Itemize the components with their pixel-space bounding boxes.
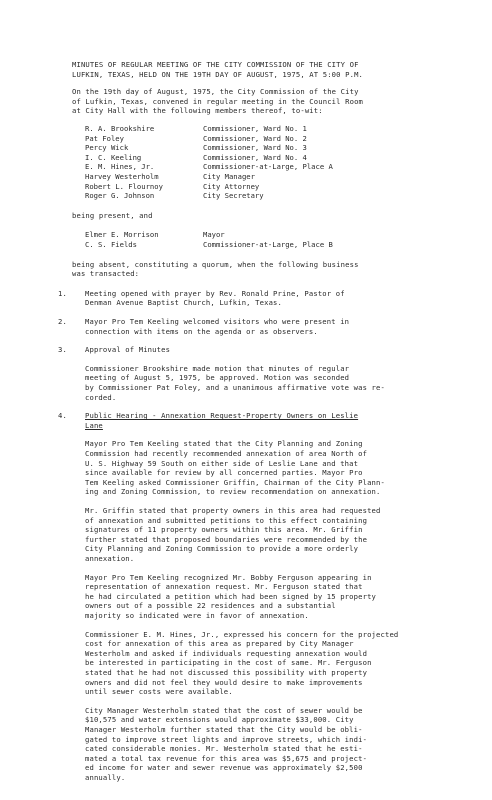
agenda-item-body-line: owners out of a possible 22 residences and a substantial (85, 601, 336, 611)
agenda-item-body-line: be interested in participating in the cost of same. Mr. Ferguson (85, 658, 372, 668)
agenda-item-body-line: majority so indicated were in favor of annexation. (85, 611, 309, 620)
agenda-item-body-line: meeting of August 5, 1975, be approved. Motion was seconded (85, 373, 350, 383)
member-name: Pat Foley (85, 133, 124, 143)
members-present-list (85, 124, 385, 201)
agenda-item-number: 4. (58, 411, 67, 421)
member-title: Commissioner, Ward No. 1 (203, 124, 307, 133)
member-name: R. A. Brookshire (85, 124, 155, 133)
roster-row (85, 134, 385, 144)
member-title: Commissioner-at-Large, Place B (203, 239, 333, 249)
quorum-statement-line: was transacted: (72, 269, 140, 279)
member-name: Roger G. Johnson (85, 191, 155, 201)
member-name: C. S. Fields (85, 239, 137, 249)
member-title: Commissioner-at-Large, Place A (203, 162, 333, 172)
quorum-statement-line: being absent, constituting a quorum, when the following business (72, 259, 359, 269)
agenda-item-text: Meeting opened with prayer by Rev. Ronald Prine, Pastor of (85, 288, 345, 298)
agenda-item-text: Lane (85, 420, 103, 430)
being-present-text: being present, and (72, 210, 153, 220)
agenda-item-body-line: annexation. (85, 554, 135, 563)
member-name: Percy Wick (85, 143, 129, 153)
agenda-item-body-line: until sewer costs were available. (85, 687, 233, 697)
agenda-item-body-line: Commissioner E. M. Hines, Jr., expressed his concern for the projected (85, 629, 399, 639)
agenda-item-body-line: ing and Zoning Commission, to review recommendation on annexation. (85, 487, 381, 497)
agenda-item-body-line: owners and did not feel they would desire to make improvements (85, 677, 363, 687)
agenda-item-body-line: Mayor Pro Tem Keeling stated that the City Planning and Zoning (85, 439, 363, 449)
roster-row (85, 230, 385, 240)
member-title: Commissioner, Ward No. 2 (203, 133, 307, 143)
roster-row (85, 153, 385, 163)
roster-row (85, 172, 385, 182)
agenda-item-body-line: City Manager Westerholm stated that the cost of sewer would be (85, 705, 363, 715)
member-title: Mayor (203, 230, 225, 240)
roster-row (85, 124, 385, 134)
agenda-item-text: connection with items on the agenda or as observers. (85, 326, 318, 336)
roster-row (85, 143, 385, 153)
roster-row (85, 191, 385, 201)
agenda-item-text: Denman Avenue Baptist Church, Lufkin, Texas. (85, 298, 282, 308)
agenda-item-body-line: Mayor Pro Tem Keeling recognized Mr. Bobby Ferguson appearing in (85, 572, 372, 582)
agenda-item-body-line: mated a total tax revenue for this area was $5,675 and project- (85, 753, 368, 763)
agenda-item-body-line: Commissioner Brookshire made motion that minutes of regular (85, 363, 350, 373)
member-title: City Attorney (203, 181, 260, 191)
agenda-item-body-line: stated that he had not discussed this possibility with property (85, 668, 368, 677)
agenda-item-text: Public Hearing - Annexation Request-Property Owners on Leslie (85, 411, 359, 421)
member-name: Robert L. Flournoy (85, 181, 163, 191)
member-title: City Manager (203, 171, 255, 181)
agenda-item-body-line: signatures of 11 property owners within this area. Mr. Griffin (85, 525, 363, 535)
agenda-item-text: Approval of Minutes (85, 345, 171, 355)
agenda-item-body-line: Westerholm and asked if individuals requesting annexation would (85, 648, 368, 658)
agenda-item-body-line: City Planning and Zoning Commission to provide a more orderly (85, 544, 359, 554)
agenda-item-number: 3. (58, 345, 67, 355)
agenda-item-number: 1. (58, 288, 67, 298)
member-title: Commissioner, Ward No. 3 (203, 143, 307, 153)
agenda-item-body-line: Mr. Griffin stated that property owners in this area had requested (85, 506, 381, 515)
roster-row (85, 162, 385, 172)
agenda-item-body-line: U. S. Highway 59 South on either side of Leslie Lane and that (85, 458, 359, 468)
member-title: City Secretary (203, 191, 264, 201)
agenda-item-body-line: he had circulated a petition which had been signed by 15 property (85, 591, 377, 601)
agenda-item-body-line: cost for annexation of this area as prepared by City Manager (85, 639, 354, 649)
intro-paragraph-line: at City Hall with the following members thereof, to-wit: (72, 106, 323, 116)
agenda-item-body-line: Commission had recently recommended annexation of area North of (85, 449, 368, 458)
agenda-item-number: 2. (58, 317, 67, 326)
agenda-item-body-line: Manager Westerholm further stated that the City would be obli- (85, 725, 363, 734)
member-title: Commissioner, Ward No. 4 (203, 152, 307, 162)
minutes-heading-line: MINUTES OF REGULAR MEETING OF THE CITY COMMISSION OF THE CITY OF (72, 60, 359, 69)
roster-row (85, 182, 385, 192)
agenda-item-text: Mayor Pro Tem Keeling welcomed visitors who were present in (85, 317, 350, 326)
agenda-item-body-line: Tem Keeling asked Commissioner Griffin, Chairman of the City Plann- (85, 477, 385, 487)
agenda-item-body-line: further stated that proposed boundaries were recommended by the (85, 534, 368, 544)
agenda-item-body-line: annually. (85, 773, 126, 782)
agenda-item-body-line: cated considerable monies. Mr. Westerholm stated that he esti- (85, 744, 363, 754)
agenda-item-body-line: gated to improve street lights and improve streets, which indi- (85, 734, 368, 744)
member-name: E. M. Hines, Jr. (85, 162, 155, 172)
roster-row (85, 240, 385, 250)
members-absent-list (85, 230, 385, 249)
agenda-item-body-line: by Commissioner Pat Foley, and a unanimous affirmative vote was re- (85, 383, 385, 392)
agenda-item-body-line: since available for review by all concerned parties. Mayor Pro (85, 468, 363, 478)
agenda-item-body-line: corded. (85, 392, 117, 402)
agenda-item-body-line: representation of annexation request. Mr. Ferguson stated that (85, 582, 363, 592)
intro-paragraph-line: of Lufkin, Texas, convened in regular meeting in the Council Room (72, 96, 364, 106)
member-name: Harvey Westerholm (85, 171, 159, 181)
agenda-item-body-line: $10,575 and water extensions would approximate $33,000. City (85, 715, 354, 725)
member-name: I. C. Keeling (85, 152, 142, 162)
agenda-item-body-line: ed income for water and sewer revenue was approximately $2,500 (85, 763, 363, 773)
agenda-item-body-line: of annexation and submitted petitions to this effect containing (85, 515, 368, 525)
minutes-heading-line: LUFKIN, TEXAS, HELD ON THE 19TH DAY OF AUGUST, 1975, AT 5:00 P.M. (72, 69, 364, 79)
intro-paragraph-line: On the 19th day of August, 1975, the City Commission of the City (72, 87, 359, 97)
member-name: Elmer E. Morrison (85, 230, 159, 240)
